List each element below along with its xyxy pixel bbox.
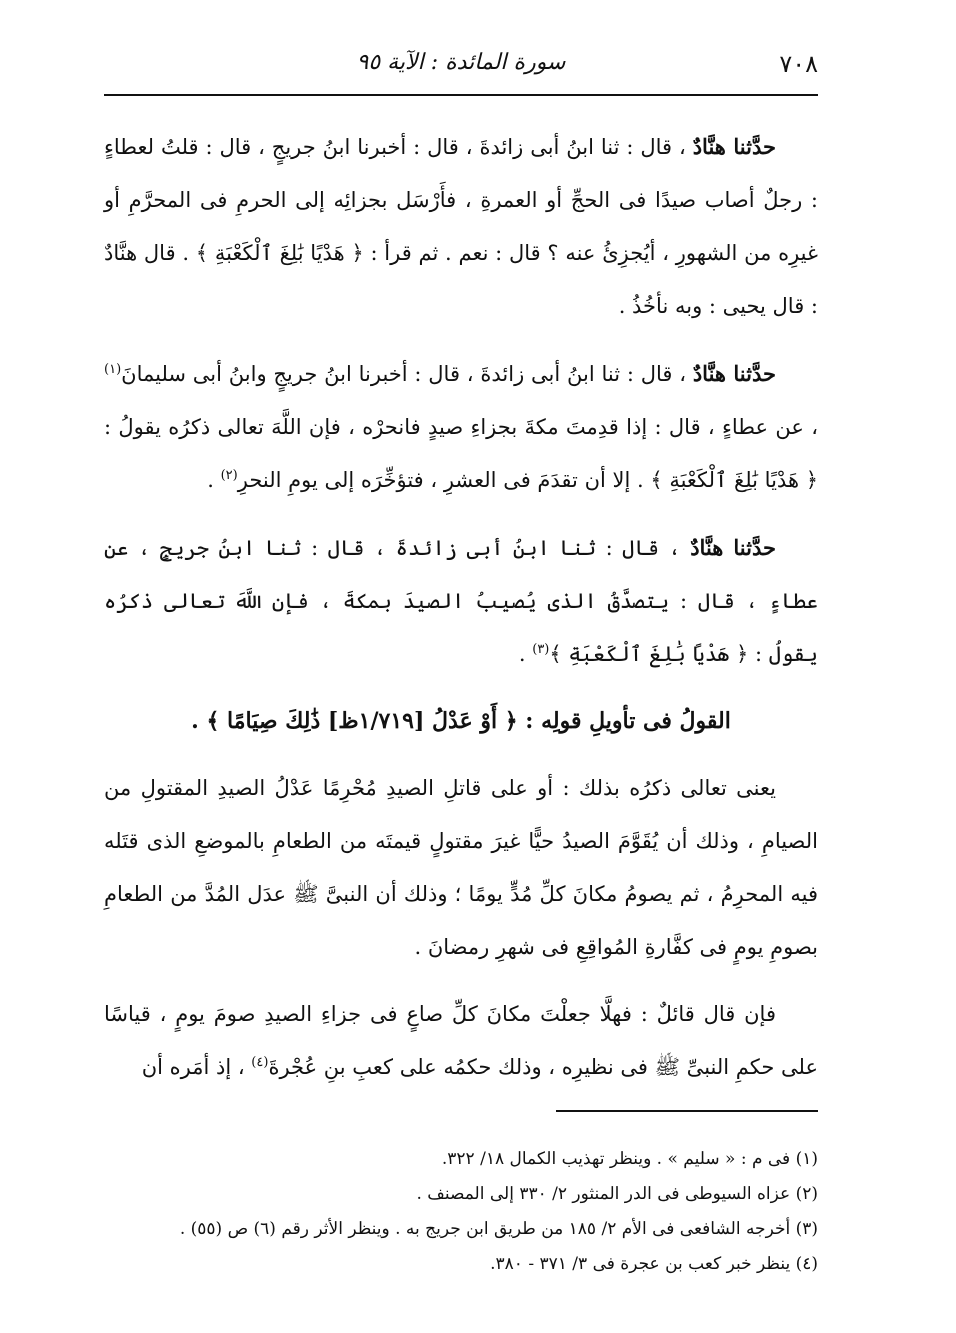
paragraph-tail: .: [207, 468, 214, 492]
footnote-divider: [556, 1110, 818, 1112]
footnote-3: (٣) أخرجه الشافعى فى الأم ٢/ ١٨٥ من طريق ابن جريج به . وينظر الأثر رقم (٦) ص (٥٥) .: [179, 1219, 818, 1239]
paragraph-text: ، قال : ثنا ابنُ أبى زائدةَ ، قال : أخبرنا ابنُ جريجٍ وابنُ أبى سليمانَ: [121, 362, 686, 386]
paragraph-text: ، قال : ثنا ابنُ أبى زائدةَ ، قال : ثنا ابنُ جريجٍ ، عن عطاءٍ ، قال : يتصدَّقُ الذى يُصيبُ الصيدَ بمكةَ ، فإن اللَّهَ تعالى ذكرُه يقولُ : ﴿ هَدْيًا بَٰلِغَ ٱلْكَعْبَةِ ﴾: [104, 536, 818, 666]
narrator-lead: حدَّثنا هنَّادٌ: [692, 361, 776, 386]
footnote-ref-3[interactable]: (٣): [532, 642, 550, 657]
paragraph-text-cont: ، عن عطاءٍ ، قال : إذا قدِمتَ مكةَ بجزاءِ صيدٍ فانحرْه ، فإن اللَّهَ تعالى ذكرُه يقولُ : ﴿ هَدْيًا بَٰلِغَ ٱلْكَعْبَةِ ﴾ . إلا أن تقدَمَ فى العشرِ ، فتؤخِّرَه إلى يومِ النحرِ: [104, 415, 818, 492]
footnote-1: (١) فى م : « سليم » . وينظر تهذيب الكمال ١٨/ ٣٢٢.: [441, 1149, 818, 1169]
section-heading: [104, 695, 818, 748]
page-header: [104, 44, 818, 92]
footnote-4: (٤) ينظر خبر كعب بن عجرة فى ٣/ ٣٧١ - ٣٨٠.: [490, 1254, 818, 1274]
paragraph-tail: ، إذ أمَره أن: [141, 1055, 245, 1079]
main-text: [104, 120, 818, 1108]
paragraph-2: [104, 347, 818, 507]
footnote-ref-1[interactable]: (١): [104, 362, 122, 377]
footnotes: [104, 1142, 818, 1282]
paragraph-5: [104, 988, 818, 1094]
narrator-lead: حدَّثنا هنَّادٌ: [692, 134, 776, 159]
paragraph-text: ، قال : ثنا ابنُ أبى زائدةَ ، قال : أخبرنا ابنُ جريجٍ ، قال : قلتُ لعطاءٍ : رجلٌ أصاب صيدًا فى الحجِّ أو العمرةِ ، فأَرْسَل بجزائِه إلى الحرمِ فى المحرَّمِ أو غيرِه من الشهورِ ، أيُجزِئُ عنه ؟ قال : نعم . ثم قرأ : ﴿ هَدْيًا بَٰلِغَ ٱلْكَعْبَةِ ﴾ . قال هنَّادٌ : قال يحيى : وبه نأخُذُ .: [104, 135, 818, 318]
footnote-ref-4[interactable]: (٤): [251, 1055, 269, 1070]
heading-text: القولُ فى تأويلِ قولِه : ﴿ أَوْ عَدْلُ [١/٧١٩ظ] ذَٰلِكَ صِيَامًا ﴾ .: [191, 708, 731, 734]
footnote-ref-2[interactable]: (٢): [220, 468, 238, 483]
paragraph-1: [104, 120, 818, 333]
paragraph-text: يعنى تعالى ذكرُه بذلك : أو على قاتلِ الصيدِ مُحْرِمًا عَدْلُ الصيدِ المقتولِ من الصيامِ ، وذلك أن يُقَوَّمَ الصيدُ حيًّا غيرَ مقتولٍ قيمتَه من الطعامِ بالموضعِ الذى قتَله فيه المحرِمُ ، ثم يصومُ مكانَ كلِّ مُدٍّ يومًا ؛ وذلك أن النبىَّ ﷺ عدَل المُدَّ من الطعامِ بصومِ يومٍ فى كفَّارةِ المُواقِعِ فى شهرِ رمضانَ .: [104, 776, 818, 959]
page-number: ٧٠٨: [779, 50, 818, 78]
footnote-2: (٢) عزاه السيوطى فى الدر المنثور ٢/ ٣٣٠ إلى المصنف .: [416, 1184, 818, 1204]
paragraph-4: [104, 762, 818, 974]
header-divider: [104, 94, 818, 96]
paragraph-text: فإن قال قائلٌ : فهلَّا جعلْتَ مكانَ كلِّ صاعٍ فى جزاءِ الصيدِ صومَ يومٍ ، قياسًا على حكمِ النبىِّ ﷺ فى نظيرِه ، وذلك حكمُه على كعبِ بنِ عُجْرةَ: [104, 1002, 818, 1079]
running-title: سورة المائدة : الآية ٩٥: [356, 50, 566, 75]
narrator-lead: حدَّثنا هنَّادٌ: [690, 535, 776, 560]
paragraph-tail: .: [518, 642, 526, 666]
paragraph-3: [104, 521, 818, 681]
